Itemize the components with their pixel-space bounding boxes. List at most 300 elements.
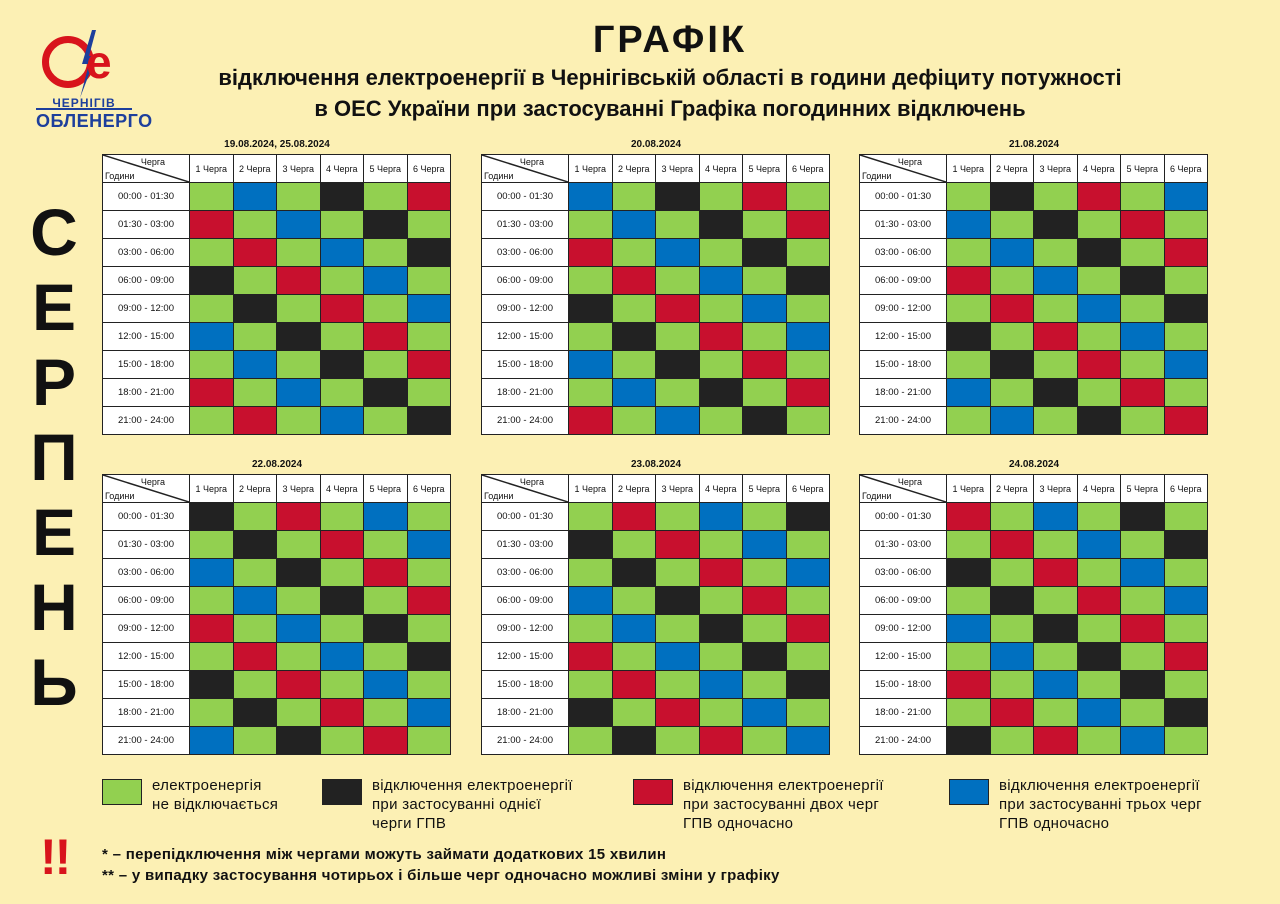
cell-green: [947, 407, 991, 435]
table-row: [103, 211, 451, 239]
cell-black: [569, 295, 613, 323]
queue-header: 1 Черга: [947, 475, 991, 503]
cell-red: [990, 699, 1034, 727]
cell-red: [277, 503, 321, 531]
cell-blue: [1121, 559, 1165, 587]
cell-green: [1034, 699, 1078, 727]
cell-green: [190, 183, 234, 211]
cell-black: [699, 379, 743, 407]
cell-blue: [569, 351, 613, 379]
table-row: [103, 407, 451, 435]
cell-red: [656, 531, 700, 559]
cell-green: [233, 503, 277, 531]
cell-green: [656, 379, 700, 407]
cell-green: [190, 407, 234, 435]
cell-blue: [699, 503, 743, 531]
month-letter: Р: [31, 345, 77, 419]
cell-green: [277, 407, 321, 435]
cell-black: [786, 267, 830, 295]
queue-header: 6 Черга: [786, 475, 830, 503]
queue-header: 6 Черга: [1164, 475, 1208, 503]
cell-green: [320, 727, 364, 755]
cell-green: [947, 587, 991, 615]
queue-header: 2 Черга: [612, 475, 656, 503]
cell-green: [656, 727, 700, 755]
table-row: [103, 295, 451, 323]
corner-queue-label: Черга: [140, 157, 165, 167]
cell-green: [612, 351, 656, 379]
cell-green: [947, 295, 991, 323]
cell-green: [786, 643, 830, 671]
cell-red: [656, 699, 700, 727]
cell-green: [1164, 559, 1208, 587]
time-slot: 06:00 - 09:00: [860, 587, 947, 615]
cell-red: [190, 615, 234, 643]
cell-green: [364, 239, 408, 267]
table-row: [103, 503, 451, 531]
cell-green: [1077, 559, 1121, 587]
corner-header: [860, 155, 947, 183]
cell-green: [407, 323, 451, 351]
exclamation-icon: !!: [40, 829, 70, 885]
cell-black: [407, 407, 451, 435]
corner-queue-label: Черга: [140, 477, 165, 487]
schedule-table: [859, 154, 1208, 435]
cell-black: [190, 503, 234, 531]
cell-blue: [407, 531, 451, 559]
cell-green: [277, 699, 321, 727]
cell-blue: [990, 407, 1034, 435]
cell-green: [1077, 727, 1121, 755]
cell-green: [1077, 211, 1121, 239]
cell-green: [656, 323, 700, 351]
cell-red: [699, 727, 743, 755]
time-slot: 09:00 - 12:00: [103, 295, 190, 323]
time-slot: 03:00 - 06:00: [482, 559, 569, 587]
cell-green: [407, 503, 451, 531]
cell-black: [699, 211, 743, 239]
cell-blue: [1121, 727, 1165, 755]
table-row: [482, 587, 830, 615]
time-slot: 00:00 - 01:30: [860, 183, 947, 211]
cell-red: [786, 615, 830, 643]
time-slot: 18:00 - 21:00: [860, 379, 947, 407]
cell-green: [277, 239, 321, 267]
queue-header: 5 Черга: [743, 155, 787, 183]
cell-green: [699, 351, 743, 379]
cell-black: [990, 183, 1034, 211]
cell-green: [233, 323, 277, 351]
table-row: [860, 183, 1208, 211]
cell-green: [1034, 183, 1078, 211]
cell-blue: [656, 407, 700, 435]
table-row: [482, 671, 830, 699]
time-slot: 15:00 - 18:00: [482, 351, 569, 379]
cell-green: [190, 699, 234, 727]
cell-green: [233, 379, 277, 407]
cell-blue: [364, 671, 408, 699]
schedule-date: 20.08.2024: [630, 139, 682, 150]
cell-black: [786, 671, 830, 699]
cell-green: [277, 643, 321, 671]
time-slot: 03:00 - 06:00: [860, 239, 947, 267]
time-slot: 09:00 - 12:00: [860, 295, 947, 323]
corner-header: [860, 475, 947, 503]
time-slot: 00:00 - 01:30: [103, 183, 190, 211]
queue-header: 4 Черга: [699, 155, 743, 183]
cell-blue: [743, 699, 787, 727]
schedule-block: [481, 458, 831, 755]
cell-green: [569, 727, 613, 755]
cell-black: [947, 559, 991, 587]
corner-queue-label: Черга: [519, 477, 544, 487]
cell-green: [364, 587, 408, 615]
cell-green: [320, 267, 364, 295]
table-row: [103, 559, 451, 587]
cell-black: [656, 587, 700, 615]
cell-blue: [569, 587, 613, 615]
cell-red: [1034, 727, 1078, 755]
table-row: [103, 351, 451, 379]
cell-green: [656, 503, 700, 531]
cell-black: [612, 559, 656, 587]
cell-blue: [277, 379, 321, 407]
time-slot: 01:30 - 03:00: [482, 211, 569, 239]
cell-green: [1164, 671, 1208, 699]
cell-red: [407, 587, 451, 615]
cell-green: [320, 211, 364, 239]
cell-red: [699, 559, 743, 587]
cell-blue: [1164, 351, 1208, 379]
cell-black: [364, 379, 408, 407]
cell-green: [569, 615, 613, 643]
cell-black: [990, 587, 1034, 615]
cell-green: [947, 699, 991, 727]
cell-blue: [320, 643, 364, 671]
cell-green: [1121, 643, 1165, 671]
footnote-1: * – перепідключення між чергами можуть займати додаткових 15 хвилин: [102, 846, 667, 863]
schedule-block: [481, 138, 831, 435]
cell-blue: [364, 503, 408, 531]
cell-black: [277, 559, 321, 587]
cell-black: [1077, 643, 1121, 671]
cell-green: [612, 699, 656, 727]
cell-green: [656, 559, 700, 587]
cell-red: [1077, 587, 1121, 615]
cell-green: [1164, 615, 1208, 643]
cell-black: [786, 503, 830, 531]
cell-blue: [990, 643, 1034, 671]
cell-green: [656, 615, 700, 643]
cell-green: [1034, 407, 1078, 435]
table-row: [103, 531, 451, 559]
cell-blue: [656, 643, 700, 671]
time-slot: 03:00 - 06:00: [103, 239, 190, 267]
table-row: [482, 503, 830, 531]
time-slot: 03:00 - 06:00: [103, 559, 190, 587]
time-slot: 21:00 - 24:00: [103, 727, 190, 755]
cell-green: [699, 183, 743, 211]
cell-blue: [320, 407, 364, 435]
cell-blue: [947, 379, 991, 407]
cell-green: [320, 503, 364, 531]
table-header-row: [103, 155, 451, 183]
cell-green: [233, 615, 277, 643]
time-slot: 09:00 - 12:00: [860, 615, 947, 643]
cell-green: [1034, 643, 1078, 671]
table-header-row: [860, 475, 1208, 503]
cell-blue: [364, 267, 408, 295]
table-row: [860, 643, 1208, 671]
cell-green: [277, 531, 321, 559]
legend-line: при застосуванні двох черг: [683, 796, 880, 813]
cell-blue: [1164, 587, 1208, 615]
schedule-table: [481, 154, 830, 435]
cell-black: [1034, 379, 1078, 407]
cell-green: [699, 699, 743, 727]
table-row: [482, 239, 830, 267]
cell-red: [947, 503, 991, 531]
time-slot: 21:00 - 24:00: [482, 407, 569, 435]
cell-green: [786, 531, 830, 559]
cell-green: [1121, 351, 1165, 379]
cell-green: [233, 727, 277, 755]
cell-green: [1077, 615, 1121, 643]
queue-header: 5 Черга: [743, 475, 787, 503]
cell-black: [1077, 239, 1121, 267]
legend-text: [999, 776, 1202, 833]
time-slot: 01:30 - 03:00: [103, 531, 190, 559]
cell-black: [569, 699, 613, 727]
cell-blue: [190, 727, 234, 755]
cell-blue: [233, 587, 277, 615]
queue-header: 3 Черга: [1034, 475, 1078, 503]
table-row: [482, 531, 830, 559]
cell-red: [1164, 239, 1208, 267]
queue-header: 5 Черга: [364, 475, 408, 503]
cell-blue: [190, 559, 234, 587]
table-row: [860, 211, 1208, 239]
cell-red: [947, 267, 991, 295]
cell-black: [364, 211, 408, 239]
cell-black: [656, 183, 700, 211]
cell-red: [699, 323, 743, 351]
cell-red: [320, 699, 364, 727]
queue-header: 2 Черга: [233, 155, 277, 183]
cell-green: [743, 379, 787, 407]
time-slot: 09:00 - 12:00: [103, 615, 190, 643]
cell-red: [407, 183, 451, 211]
cell-black: [569, 531, 613, 559]
cell-red: [1164, 643, 1208, 671]
queue-header: 5 Черга: [364, 155, 408, 183]
month-letter: Н: [30, 570, 78, 644]
cell-green: [743, 267, 787, 295]
cell-blue: [1164, 183, 1208, 211]
time-slot: 21:00 - 24:00: [860, 727, 947, 755]
cell-green: [990, 671, 1034, 699]
cell-green: [407, 727, 451, 755]
cell-green: [1077, 503, 1121, 531]
time-slot: 12:00 - 15:00: [482, 643, 569, 671]
cell-blue: [656, 239, 700, 267]
queue-header: 3 Черга: [656, 155, 700, 183]
cell-green: [569, 211, 613, 239]
cell-green: [786, 295, 830, 323]
month-letter: С: [30, 195, 78, 269]
legend-swatch-black: [322, 779, 362, 805]
cell-green: [190, 643, 234, 671]
legend-swatch-red: [633, 779, 673, 805]
cell-blue: [233, 183, 277, 211]
queue-header: 5 Черга: [1121, 155, 1165, 183]
cell-green: [1034, 239, 1078, 267]
cell-green: [407, 615, 451, 643]
queue-header: 1 Черга: [947, 155, 991, 183]
queue-header: 5 Черга: [1121, 475, 1165, 503]
cell-red: [190, 379, 234, 407]
logo-text-line1: ЧЕРНІГІВ: [52, 96, 116, 110]
table-row: [860, 699, 1208, 727]
page-title: ГРАФІК: [592, 19, 748, 61]
cell-green: [786, 183, 830, 211]
legend-swatch-green: [102, 779, 142, 805]
cell-red: [1077, 183, 1121, 211]
schedule-block: [102, 458, 452, 755]
cell-green: [743, 503, 787, 531]
cell-red: [786, 379, 830, 407]
page-subtitle-line1: відключення електроенергії в Чернігівській області в години дефіциту потужності: [218, 65, 1122, 90]
table-row: [860, 323, 1208, 351]
time-slot: 12:00 - 15:00: [103, 323, 190, 351]
time-slot: 18:00 - 21:00: [482, 379, 569, 407]
time-slot: 09:00 - 12:00: [482, 615, 569, 643]
time-slot: 21:00 - 24:00: [482, 727, 569, 755]
cell-black: [320, 587, 364, 615]
cell-blue: [569, 183, 613, 211]
cell-green: [1164, 727, 1208, 755]
cell-green: [612, 643, 656, 671]
schedule-date: 24.08.2024: [1008, 459, 1060, 470]
table-row: [860, 671, 1208, 699]
cell-blue: [786, 727, 830, 755]
cell-black: [656, 351, 700, 379]
schedule-block: [859, 458, 1209, 755]
cell-green: [364, 699, 408, 727]
cell-green: [569, 671, 613, 699]
cell-red: [233, 407, 277, 435]
time-slot: 12:00 - 15:00: [860, 323, 947, 351]
time-slot: 00:00 - 01:30: [860, 503, 947, 531]
cell-black: [612, 323, 656, 351]
cell-green: [320, 323, 364, 351]
cell-black: [1164, 531, 1208, 559]
cell-blue: [743, 295, 787, 323]
corner-queue-label: Черга: [519, 157, 544, 167]
cell-green: [1164, 267, 1208, 295]
time-slot: 12:00 - 15:00: [103, 643, 190, 671]
time-slot: 06:00 - 09:00: [482, 587, 569, 615]
queue-header: 2 Черга: [990, 155, 1034, 183]
queue-header: 1 Черга: [569, 155, 613, 183]
cell-red: [947, 671, 991, 699]
cell-green: [990, 379, 1034, 407]
cell-green: [947, 531, 991, 559]
time-slot: 01:30 - 03:00: [103, 211, 190, 239]
queue-header: 3 Черга: [277, 475, 321, 503]
time-slot: 03:00 - 06:00: [482, 239, 569, 267]
cell-blue: [990, 239, 1034, 267]
table-row: [860, 295, 1208, 323]
cell-black: [990, 351, 1034, 379]
cell-green: [407, 671, 451, 699]
cell-green: [990, 727, 1034, 755]
cell-green: [364, 643, 408, 671]
queue-header: 6 Черга: [1164, 155, 1208, 183]
time-slot: 01:30 - 03:00: [482, 531, 569, 559]
cell-black: [743, 643, 787, 671]
queue-header: 6 Черга: [407, 475, 451, 503]
cell-blue: [1034, 503, 1078, 531]
cell-blue: [407, 295, 451, 323]
corner-header: [482, 155, 569, 183]
time-slot: 06:00 - 09:00: [103, 587, 190, 615]
time-slot: 15:00 - 18:00: [860, 351, 947, 379]
cell-green: [1034, 531, 1078, 559]
corner-hours-label: Години: [862, 491, 892, 501]
cell-red: [277, 671, 321, 699]
cell-red: [612, 503, 656, 531]
cell-green: [947, 239, 991, 267]
cell-green: [364, 531, 408, 559]
cell-black: [743, 407, 787, 435]
cell-red: [1164, 407, 1208, 435]
corner-header: [103, 475, 190, 503]
table-row: [860, 379, 1208, 407]
table-row: [860, 267, 1208, 295]
table-row: [103, 183, 451, 211]
cell-green: [1121, 239, 1165, 267]
cell-blue: [1077, 295, 1121, 323]
cell-black: [407, 239, 451, 267]
legend-line: відключення електроенергії: [372, 777, 573, 794]
legend-text: [683, 776, 884, 833]
cell-red: [743, 351, 787, 379]
cell-black: [233, 699, 277, 727]
month-letter: П: [30, 420, 78, 494]
cell-blue: [743, 531, 787, 559]
legend-line: при застосуванні трьох черг: [999, 796, 1202, 813]
table-row: [860, 615, 1208, 643]
table-row: [860, 503, 1208, 531]
cell-black: [1164, 295, 1208, 323]
table-row: [860, 727, 1208, 755]
cell-green: [190, 295, 234, 323]
queue-header: 4 Черга: [1077, 155, 1121, 183]
legend-line: електроенергія: [152, 777, 262, 794]
month-letter: Ь: [30, 645, 78, 719]
corner-header: [103, 155, 190, 183]
schedule-date: 19.08.2024, 25.08.2024: [224, 139, 330, 150]
table-row: [860, 559, 1208, 587]
cell-blue: [1034, 267, 1078, 295]
cell-black: [277, 727, 321, 755]
time-slot: 01:30 - 03:00: [860, 531, 947, 559]
cell-black: [407, 643, 451, 671]
cell-black: [612, 727, 656, 755]
company-logo: [36, 30, 153, 134]
cell-green: [233, 671, 277, 699]
